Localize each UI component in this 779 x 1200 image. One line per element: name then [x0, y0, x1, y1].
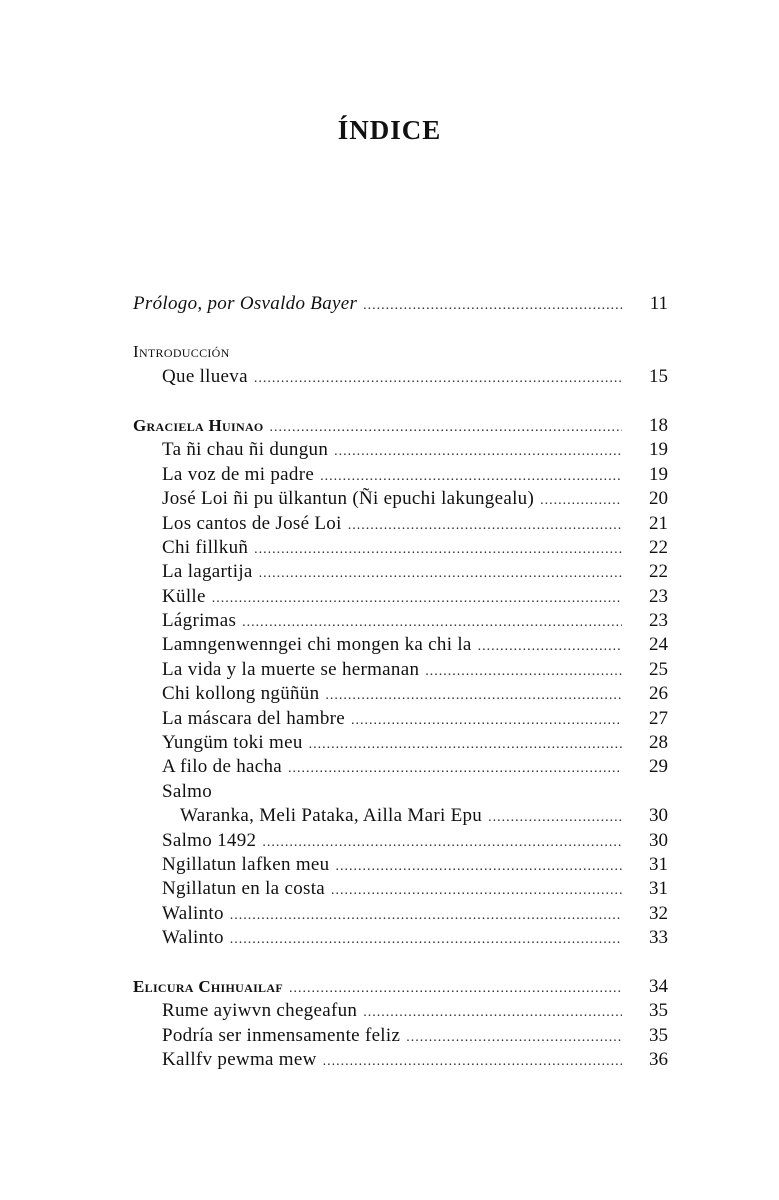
toc-page-number: 36 [649, 1049, 668, 1071]
toc-page-number: 22 [649, 536, 668, 558]
toc-entry-title: Graciela Huinao [133, 415, 264, 435]
toc-page-number: 21 [649, 512, 668, 534]
toc-entry [133, 683, 668, 707]
dot-leader [289, 981, 622, 997]
toc-page-number: 18 [649, 414, 668, 436]
dot-leader [363, 298, 622, 314]
dot-leader [309, 737, 622, 753]
toc-page-number: 31 [649, 853, 668, 875]
toc-entry [133, 854, 668, 878]
toc-entry-title: Chi kollong ngüñün [162, 683, 320, 705]
toc-page-number: 34 [649, 975, 668, 997]
toc-entry [133, 805, 668, 829]
dot-leader [540, 493, 622, 509]
toc-page-number: 19 [649, 439, 668, 461]
toc-page-number: 29 [649, 756, 668, 778]
toc-page-number: 23 [649, 585, 668, 607]
toc-entry [133, 830, 668, 854]
toc-entry [133, 464, 668, 488]
toc-entry [133, 439, 668, 463]
dot-leader [262, 835, 622, 851]
dot-leader [320, 469, 622, 485]
toc-entry [133, 366, 668, 390]
toc-page-number: 30 [649, 805, 668, 827]
toc-entry-title: Kallfv pewma mew [162, 1049, 317, 1071]
toc-page-number: 11 [649, 293, 668, 314]
toc-entry [133, 708, 668, 732]
toc-entry-title: Lágrimas [162, 610, 237, 632]
dot-leader [254, 371, 622, 387]
toc-entry-title: Walinto [162, 902, 224, 924]
dot-leader [351, 713, 622, 729]
toc-entry [133, 756, 668, 780]
toc-entry [133, 610, 668, 634]
section-gap [133, 317, 668, 341]
toc-entry-title: Introducción [133, 341, 230, 361]
toc-entry-title: Walinto [162, 927, 224, 949]
toc-author-row [133, 976, 668, 1000]
toc-entry-title: A filo de hacha [162, 756, 283, 778]
toc-entry-title: Lamngenwenngei chi mongen ka chi la [162, 634, 472, 656]
dot-leader [335, 859, 622, 875]
toc-page-number: 28 [649, 732, 668, 754]
toc-entry-title: Prólogo, por Osvaldo Bayer [133, 293, 358, 314]
table-of-contents [133, 293, 668, 1074]
toc-entry-title: Salmo 1492 [162, 829, 257, 851]
toc-page-number: 35 [649, 1000, 668, 1022]
toc-entry-title: Ta ñi chau ñi dungun [162, 439, 329, 461]
toc-entry [133, 927, 668, 951]
toc-page-number: 25 [649, 658, 668, 680]
toc-page-number: 22 [649, 561, 668, 583]
toc-page-number: 15 [649, 366, 668, 388]
toc-entry [133, 293, 668, 317]
dot-leader [288, 761, 622, 777]
toc-entry [133, 488, 668, 512]
toc-entry-title: Los cantos de José Loi [162, 512, 342, 534]
toc-entry-title: La máscara del hambre [162, 707, 346, 729]
toc-entry-title: Salmo [162, 780, 213, 802]
section-gap [133, 391, 668, 415]
toc-entry [133, 513, 668, 537]
toc-entry [133, 561, 668, 585]
toc-entry-title: Ngillatun lafken meu [162, 853, 330, 875]
dot-leader [212, 591, 622, 607]
toc-page-number: 35 [649, 1024, 668, 1046]
toc-entry-title: Chi fillkuñ [162, 536, 249, 558]
toc-page-number: 24 [649, 634, 668, 656]
toc-entry [133, 1000, 668, 1024]
toc-page-number: 23 [649, 610, 668, 632]
toc-entry-title: Que llueva [162, 366, 248, 388]
toc-entry-title: La vida y la muerte se hermanan [162, 658, 420, 680]
toc-entry-title: Podría ser inmensamente feliz [162, 1024, 401, 1046]
toc-entry-title: Ngillatun en la costa [162, 878, 326, 900]
toc-entry [133, 586, 668, 610]
toc-entry-title: Elicura Chihuailaf [133, 976, 283, 996]
dot-leader [230, 908, 622, 924]
dot-leader [478, 639, 622, 655]
toc-entry [133, 1049, 668, 1073]
toc-page-number: 31 [649, 878, 668, 900]
dot-leader [348, 518, 622, 534]
toc-page-number: 30 [649, 829, 668, 851]
dot-leader [323, 1054, 622, 1070]
dot-leader [334, 444, 622, 460]
toc-author-row [133, 415, 668, 439]
dot-leader [270, 420, 622, 436]
dot-leader [325, 688, 622, 704]
dot-leader [406, 1030, 622, 1046]
toc-entry [133, 659, 668, 683]
toc-entry-title: La voz de mi padre [162, 463, 315, 485]
dot-leader [242, 615, 622, 631]
toc-entry-title: La lagartija [162, 561, 253, 583]
toc-entry-title: Yungüm toki meu [162, 732, 303, 754]
toc-entry-title: Waranka, Meli Pataka, Ailla Mari Epu [180, 805, 483, 827]
toc-entry [133, 903, 668, 927]
toc-entry [133, 732, 668, 756]
toc-entry [133, 1025, 668, 1049]
dot-leader [230, 932, 622, 948]
toc-entry [133, 634, 668, 658]
toc-entry-title: Rume ayiwvn chegeafun [162, 1000, 358, 1022]
toc-entry-title: José Loi ñi pu ülkantun (Ñi epuchi lakungealu) [162, 488, 535, 510]
dot-leader [363, 1005, 622, 1021]
toc-entry [133, 537, 668, 561]
toc-page-number: 26 [649, 683, 668, 705]
toc-entry [133, 878, 668, 902]
dot-leader [254, 542, 622, 558]
toc-page-number: 20 [649, 488, 668, 510]
section-gap [133, 952, 668, 976]
toc-page-number: 32 [649, 902, 668, 924]
dot-leader [488, 810, 622, 826]
dot-leader [425, 664, 622, 680]
toc-page-number: 33 [649, 927, 668, 949]
page-title: ÍNDICE [337, 115, 442, 145]
toc-page-number: 19 [649, 463, 668, 485]
dot-leader [259, 566, 622, 582]
toc-entry [133, 781, 668, 805]
dot-leader [331, 883, 622, 899]
toc-entry-title: Külle [162, 585, 206, 607]
toc-entry [133, 342, 668, 366]
toc-page-number: 27 [649, 707, 668, 729]
